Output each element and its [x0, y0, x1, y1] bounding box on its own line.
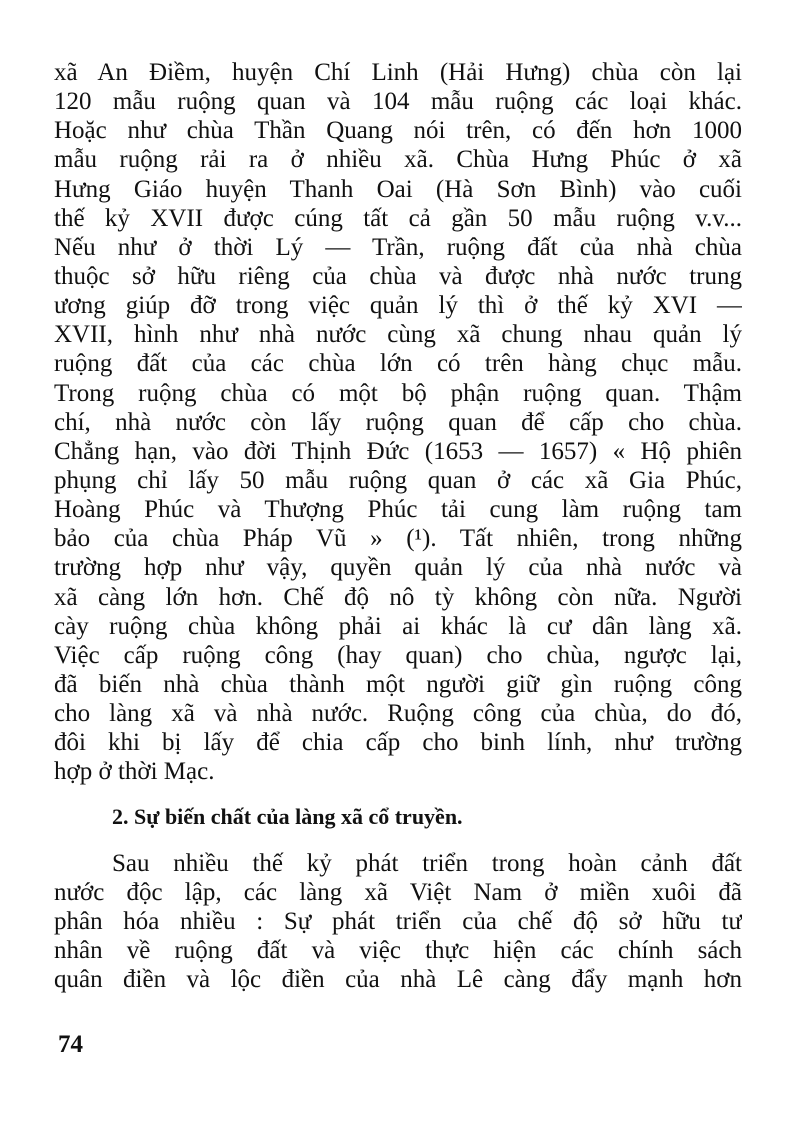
text-line: Hoặc như chùa Thần Quang nói trên, có đến hơn 1000	[54, 117, 742, 145]
text-line: 120 mẫu ruộng quan và 104 mẫu ruộng các loại khác.	[54, 88, 742, 116]
text-line: Hưng Giáo huyện Thanh Oai (Hà Sơn Bình) vào cuối	[54, 175, 742, 203]
book-page	[54, 58, 742, 994]
text-line: Trong ruộng chùa có một bộ phận ruộng quan. Thậm	[54, 379, 742, 407]
page-number: 74	[58, 1031, 83, 1058]
text-line: Hoàng Phúc và Thượng Phúc tải cung làm ruộng tam	[54, 496, 742, 524]
text-line: chí, nhà nước còn lấy ruộng quan để cấp cho chùa.	[54, 408, 742, 436]
text-line: xã càng lớn hơn. Chế độ nô tỳ không còn nữa. Người	[54, 583, 742, 611]
paragraph-1	[54, 58, 742, 787]
paragraph-2	[54, 849, 742, 995]
text-line: thuộc sở hữu riêng của chùa và được nhà nước trung	[54, 262, 742, 290]
text-line: bảo của chùa Pháp Vũ » (¹). Tất nhiên, trong những	[54, 525, 742, 553]
section-heading: 2. Sự biến chất của làng xã cổ truyền.	[112, 803, 463, 829]
text-line: hợp ở thời Mạc.	[54, 758, 215, 786]
text-line: quân điền và lộc điền của nhà Lê càng đẩy mạnh hơn	[54, 966, 742, 994]
text-line: xã An Điềm, huyện Chí Linh (Hải Hưng) chùa còn lại	[54, 59, 742, 86]
text-line: XVII, hình như nhà nước cùng xã chung nhau quản lý	[54, 321, 742, 349]
text-line: cày ruộng chùa không phải ai khác là cư dân làng xã.	[54, 612, 742, 640]
text-line: phụng chỉ lấy 50 mẫu ruộng quan ở các xã Gia Phúc,	[54, 466, 742, 494]
text-line: Chẳng hạn, vào đời Thịnh Đức (1653 — 1657) « Hộ phiên	[54, 437, 742, 465]
text-line: phân hóa nhiều : Sự phát triển của chế độ sở hữu tư	[54, 907, 742, 935]
text-line: Sau nhiều thế kỷ phát triển trong hoàn cảnh đất	[112, 849, 742, 877]
text-line: ương giúp đỡ trong việc quản lý thì ở thế kỷ XVI —	[54, 292, 742, 320]
text-line: mẫu ruộng rải ra ở nhiều xã. Chùa Hưng Phúc ở xã	[54, 146, 742, 174]
text-line: Việc cấp ruộng công (hay quan) cho chùa, ngược lại,	[54, 641, 742, 669]
text-line: ruộng đất của các chùa lớn có trên hàng chục mẫu.	[54, 350, 742, 378]
text-line: Nếu như ở thời Lý — Trần, ruộng đất của nhà chùa	[54, 233, 742, 261]
text-line: nhân về ruộng đất và việc thực hiện các chính sách	[54, 936, 742, 964]
text-line: nước độc lập, các làng xã Việt Nam ở miền xuôi đã	[54, 878, 742, 906]
text-line: đã biến nhà chùa thành một người giữ gìn ruộng công	[54, 670, 742, 698]
text-line: đôi khi bị lấy để chia cấp cho binh lính, như trường	[54, 729, 742, 757]
text-line: thế kỷ XVII được cúng tất cả gần 50 mẫu ruộng v.v...	[54, 204, 742, 232]
text-line: cho làng xã và nhà nước. Ruộng công của chùa, do đó,	[54, 700, 742, 728]
text-line: trường hợp như vậy, quyền quản lý của nhà nước và	[54, 554, 742, 582]
